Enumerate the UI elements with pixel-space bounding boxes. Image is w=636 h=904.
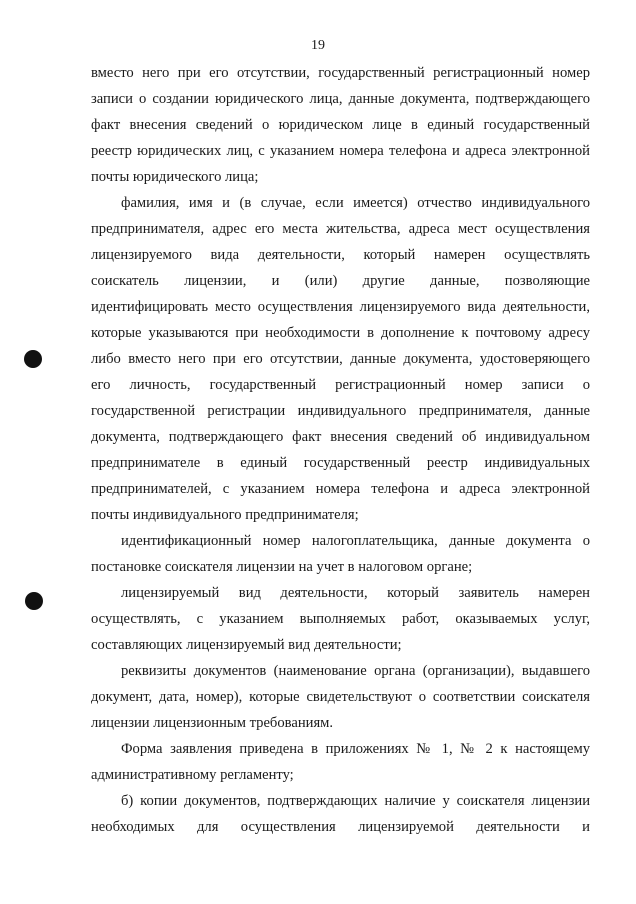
text-line: постановке соискателя лицензии на учет в налоговом органе;	[91, 559, 473, 575]
text-line: составляющих лицензируемый вид деятельности;	[91, 637, 402, 653]
text-line: осуществлять, с указанием выполняемых работ, оказываемых услуг,	[91, 611, 590, 627]
text-line: его личность, государственный регистрационный номер записи о	[91, 377, 590, 393]
text-line: государственной регистрации индивидуального предпринимателя, данные	[91, 403, 590, 419]
text-line: записи о создании юридического лица, данные документа, подтверждающего	[91, 91, 590, 107]
text-line: соискатель лицензии, и (или) другие данные, позволяющие	[91, 273, 590, 289]
text-line: лицензии лицензионным требованиям.	[91, 715, 334, 731]
text-line: предпринимателя, адрес его места жительства, адреса мест осуществления	[91, 221, 590, 237]
page-number: 19	[311, 38, 325, 53]
punch-hole-mark	[25, 592, 43, 610]
text-line: идентификационный номер налогоплательщика, данные документа о	[121, 533, 590, 549]
text-line: почты юридического лица;	[91, 169, 259, 185]
punch-hole-mark	[24, 350, 42, 368]
text-line: реестр юридических лиц, с указанием номера телефона и адреса электронной	[91, 143, 590, 159]
text-line: предпринимателе в единый государственный реестр индивидуальных	[91, 455, 590, 471]
text-line: лицензируемого вида деятельности, который намерен осуществлять	[91, 247, 590, 263]
text-line: идентифицировать место осуществления лицензируемого вида деятельности,	[91, 299, 590, 315]
text-line: необходимых для осуществления лицензируемой деятельности и	[91, 819, 590, 835]
text-line: которые указываются при необходимости в дополнение к почтовому адресу	[91, 325, 590, 341]
text-line: административному регламенту;	[91, 767, 294, 783]
text-line: факт внесения сведений о юридическом лице в единый государственный	[91, 117, 590, 133]
text-line: б) копии документов, подтверждающих наличие у соискателя лицензии	[121, 793, 590, 809]
text-line: реквизиты документов (наименование органа (организации), выдавшего	[121, 663, 590, 679]
text-line: лицензируемый вид деятельности, который заявитель намерен	[121, 585, 590, 601]
text-line: фамилия, имя и (в случае, если имеется) отчество индивидуального	[121, 195, 590, 211]
text-line: предпринимателей, с указанием номера телефона и адреса электронной	[91, 481, 590, 497]
text-line: почты индивидуального предпринимателя;	[91, 507, 359, 523]
text-line: Форма заявления приведена в приложениях № 1, № 2 к настоящему	[121, 741, 590, 757]
text-line: документа, подтверждающего факт внесения сведений об индивидуальном	[91, 429, 590, 445]
text-line: либо вместо него при его отсутствии, данные документа, удостоверяющего	[91, 351, 590, 367]
text-line: документ, дата, номер), которые свидетельствуют о соответствии соискателя	[91, 689, 590, 705]
text-line: вместо него при его отсутствии, государственный регистрационный номер	[91, 65, 590, 81]
